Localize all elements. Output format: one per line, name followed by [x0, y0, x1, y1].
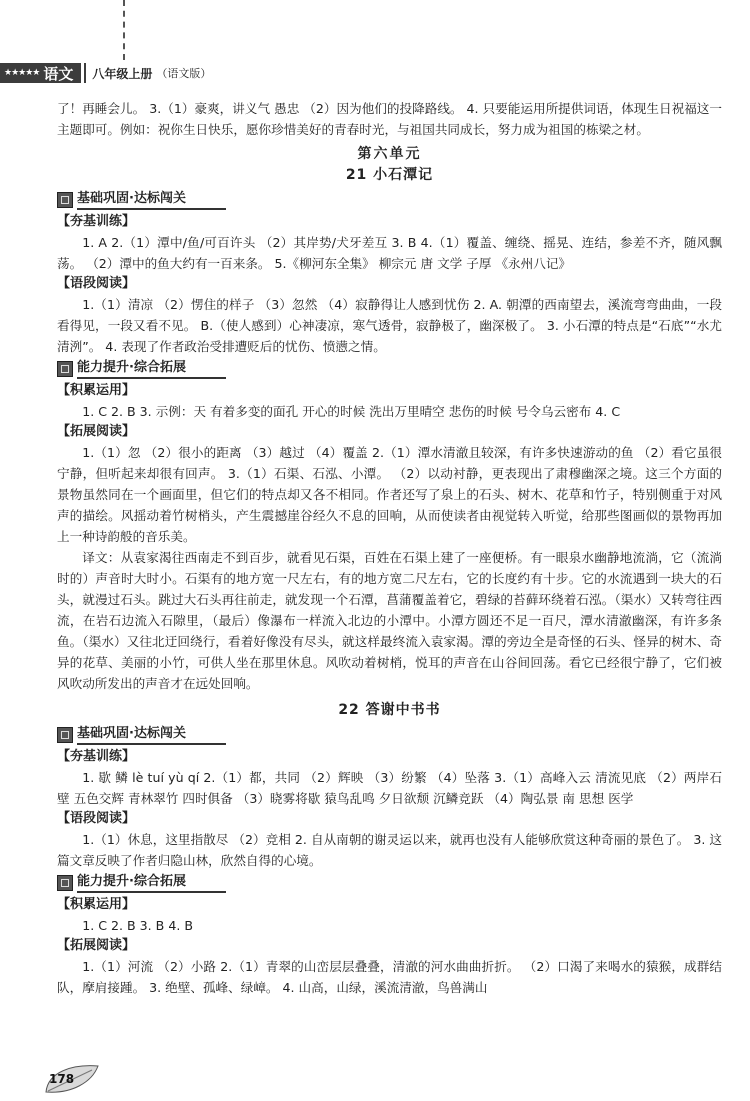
subheading: 【夯基训练】: [57, 749, 136, 764]
lesson-22-title: 22 答谢中书书: [338, 702, 441, 718]
rating-stars-icon: ★★★★★: [4, 68, 40, 78]
binding-margin-line: [123, 0, 125, 60]
header-divider: [84, 63, 86, 83]
section-icon: [57, 875, 73, 891]
section-icon: [57, 361, 73, 377]
answer-content: [57, 98, 722, 998]
page-number: 178: [49, 1072, 75, 1086]
answer-paragraph: 1. C 2. B 3. B 4. B: [82, 918, 193, 933]
section-advanced-21: [57, 359, 722, 379]
translation-paragraph: 译文：从袁家渴往西南走不到百步，就看见石渠，百姓在石渠上建了一座便桥。有一眼泉水幽静地流淌，它（流淌时的）声音时大时小。石渠有的地方宽一尺左右，有的地方宽二尺左右，它的长度约有十步。它的水流遇到一块大的石头，就漫过石头。跳过大石头再往前走，就发现一个石潭，菖蒲覆盖着它，碧绿的苔藓环绕着石泓。（渠水）又转弯往西流，在岩石边流入石隙里，（最后）像瀑布一样流入北边的小潭中。小潭方圆还不足一百尺，潭水清澈幽深，有许多条鱼。（渠水）又往北迂回绕行，看着好像没有尽头，就这样最终流入袁家渴。潭的旁边全是奇怪的石头、怪异的树木、奇异的花草、美丽的小竹，可供人坐在那里休息。风吹动着树梢，悦耳的声音在山谷间回荡。看它已经很宁静了，它们被风吹动所发出的声音才在远处回响。: [57, 550, 722, 691]
answer-paragraph: 1. A 2.（1）潭中/鱼/可百许头 （2）其岸势/犬牙差互 3. B 4.（1）覆盖、缠绕、摇晃、连结，参差不齐，随风飘荡。 （2）潭中的鱼大约有一百来条。 5.《柳河东全集》 柳宗元 唐 文学 子厚 《永州八记》: [57, 235, 722, 271]
section-icon: [57, 192, 73, 208]
subheading: 【语段阅读】: [57, 811, 136, 826]
page-header: [0, 62, 211, 84]
answer-paragraph: 1. 歇 鳞 lè tuí yù qí 2.（1）都，共同 （2）辉映 （3）纷繁 （4）坠落 3.（1）高峰入云 清流见底 （2）两岸石壁 五色交辉 青林翠竹 四时俱备 （3）晓雾将歇 猿鸟乱鸣 夕日欲颓 沉鳞竞跃 （4）陶弘景 南 思想 医学: [57, 770, 722, 806]
section-title: 能力提升·综合拓展: [77, 359, 226, 379]
subheading: 【拓展阅读】: [57, 424, 136, 439]
section-basic-21: [57, 190, 722, 210]
grade-label: 八年级上册: [92, 66, 153, 81]
subheading: 【拓展阅读】: [57, 938, 136, 953]
section-title: 基础巩固·达标闯关: [77, 725, 226, 745]
subject-label: 语文: [43, 64, 74, 83]
carryover-paragraph: 了！再睡会儿。 3.（1）豪爽，讲义气 愚忠 （2）因为他们的投降路线。 4. 只要能运用所提供词语，体现生日祝福这一主题即可。例如：祝你生日快乐，愿你珍惜美好的青春时光，与祖国共同成长，努力成为祖国的栋梁之材。: [57, 101, 722, 137]
section-title: 能力提升·综合拓展: [77, 873, 226, 893]
subject-badge: [0, 63, 81, 83]
edition-label: （语文版）: [156, 67, 212, 80]
section-title: 基础巩固·达标闯关: [77, 190, 226, 210]
subheading: 【积累运用】: [57, 897, 136, 912]
lesson-21-title: 21 小石潭记: [345, 167, 434, 183]
answer-paragraph: 1.（1）河流 （2）小路 2.（1）青翠的山峦层层叠叠，清澈的河水曲曲折折。 （2）口渴了来喝水的猿猴，成群结队，摩肩接踵。 3. 绝壁、孤峰、绿嶂。 4. 山高，山绿，溪流清澈，鸟兽满山: [57, 959, 722, 995]
subheading: 【夯基训练】: [57, 214, 136, 229]
unit-title: 第六单元: [357, 146, 422, 162]
section-advanced-22: [57, 873, 722, 893]
subheading: 【积累运用】: [57, 383, 136, 398]
answer-paragraph: 1. C 2. B 3. 示例：天 有着多变的面孔 开心的时候 洗出万里晴空 悲伤的时候 号令乌云密布 4. C: [82, 404, 621, 419]
answer-paragraph: 1.（1）清凉 （2）愣住的样子 （3）忽然 （4）寂静得让人感到忧伤 2. A. 朝潭的西南望去，溪流弯弯曲曲，一段看得见，一段又看不见。 B.（使人感到）心神凄凉，寒气透骨，寂静极了，幽深极了。 3. 小石潭的特点是“石底”“水尤清洌”。 4. 表现了作者政治受排遭贬后的忧伤、愤懑之情。: [57, 297, 722, 354]
section-icon: [57, 727, 73, 743]
answer-paragraph: 1.（1）休息，这里指散尽 （2）竞相 2. 自从南朝的谢灵运以来，就再也没有人能够欣赏这种奇丽的景色了。 3. 这篇文章反映了作者归隐山林，欣然自得的心境。: [57, 832, 722, 868]
subheading: 【语段阅读】: [57, 276, 136, 291]
answer-paragraph: 1.（1）忽 （2）很小的距离 （3）越过 （4）覆盖 2.（1）潭水清澈且较深，有许多快速游动的鱼 （2）看它虽很宁静，但听起来却很有回声。 3.（1）石渠、石泓、小潭。 （2）以动衬静，更表现出了肃穆幽深之境。这三个方面的景物虽然同在一个画面里，但它们的特点却又各不相同。作者还写了泉上的石头、树木、花草和竹子，特别侧重于对风声的描绘。风摇动着竹树梢头，产生震撼崖谷经久不息的回响，从而使读者由视觉转入听觉，给那些图画似的景物再加上一种诗韵般的音乐美。: [57, 445, 722, 544]
section-basic-22: [57, 725, 722, 745]
